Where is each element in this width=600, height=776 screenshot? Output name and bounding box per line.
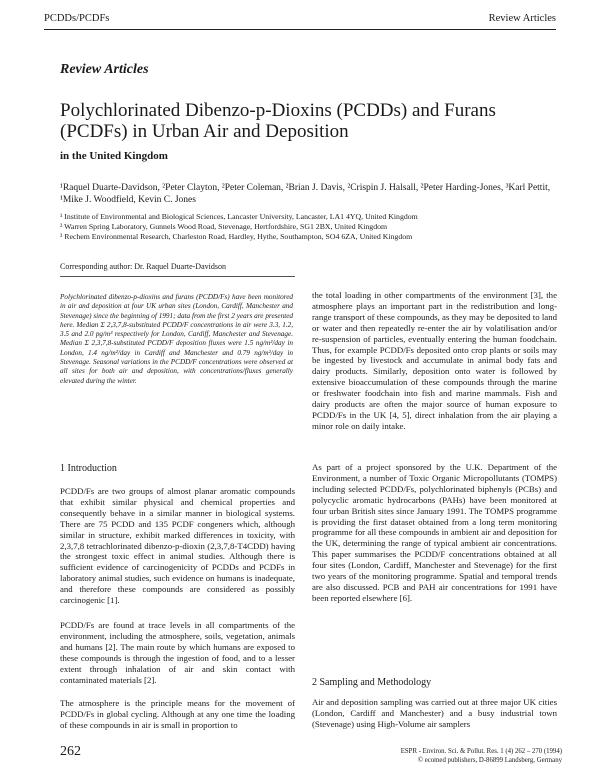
article-title: Polychlorinated Dibenzo-p-Dioxins (PCDDs) and Furans (PCDFs) in Urban Air and Deposition [60,100,496,142]
article-subtitle: in the United Kingdom [60,150,168,162]
corresponding-author: Corresponding author: Dr. Raquel Duarte-Davidson [60,262,226,271]
page-number: 262 [60,744,81,759]
running-header-right: Review Articles [488,13,556,24]
intro-paragraph-3: The atmosphere is the principle means for the movement of PCDD/Fs in global cycling. Although at any one time the loading of these compounds in air is small in proportion to [60,698,295,730]
methods-paragraph: Air and deposition sampling was carried out at three major UK cities (London, Cardiff and Manchester) and a busy industrial town (Stevenage) using High-Volume air samplers [312,697,557,729]
affiliation-1: ¹ Institute of Environmental and Biological Sciences, Lancaster University, Lancaster, LA1 4YQ, United Kingdom [60,212,418,221]
intro-paragraph-1: PCDD/Fs are two groups of almost planar aromatic compounds that exhibit similar physical and chemical properties and consequently behave in a similar manner in biological systems. There are 75 PCDD and 135 PCDF congeners which, although similar in structure, exhibit marked differences in toxicity, with 2,3,7,8 tetrachlorinated dibenzo-p-dioxin (2,3,7,8-T4CDD) having the strongest toxic effect in animal studies. Although there is sufficient evidence of carcinogenicity of PCDDs and PCDFs in laboratory animal studies, such evidence on humans is inadequate, and therefore these compounds are considered as possibly carcinogenic [1]. [60,486,295,606]
corresponding-rule [60,276,295,277]
section-heading-methods: 2 Sampling and Methodology [312,677,432,688]
affiliation-3: ³ Rechem Environmental Research, Charleston Road, Hardley, Hythe, Southampton, SO4 6ZA, United Kingdom [60,232,413,241]
running-header-left: PCDDs/PCDFs [44,13,110,24]
right-paragraph-1: the total loading in other compartments of the environment [3], the atmosphere plays an important part in the redistribution and long-range transport of these compounds, as they may be deposited to land or water and then repeatedly re-enter the air by volatilisation and/or re-suspension of particles, eventually entering the human foodchain. Thus, for example PCDD/Fs deposited onto crop plants or soils may be ingested by livestock and accumulate in animal body fats and dairy products. Similarly, deposition onto water is followed by extensive bioaccumulation of these compounds through the marine or freshwater foodchain into fish and marine mammals. Fish and dairy products are often the major source of human exposure to PCDD/Fs in the UK [4, 5], direct inhalation from the air playing a minor role on daily intake. [312,290,557,431]
header-rule [44,29,556,30]
section-label: Review Articles [60,62,149,77]
footer-publisher: © ecomed publishers, D-86899 Landsberg, Germany [417,756,562,764]
right-paragraph-2: As part of a project sponsored by the U.K. Department of the Environment, a number of Toxic Organic Micropollutants (TOMPS) including selected PCDD/Fs, polychlorinated biphenyls (PCBs) and polycyclic aromatic hydrocarbons (PAHs) have been monitored at four urban British sites since January 1991. The TOMPS programme is providing the first dataset obtained from a long term monitoring programme for all these compounds in ambient air and deposition for the UK, determining the range of typical ambient air concentrations. This paper summarises the PCDD/F concentrations obtained at all four sites (London, Cardiff, Manchester and Stevenage) for the first two years of the monitoring programme. Spatial and temporal trends are also discussed. PCB and PAH air concentrations for 1991 have been reported elsewhere [6]. [312,462,557,603]
affiliation-2: ² Warren Spring Laboratory, Gunnels Wood Road, Stevenage, Hertfordshire, SG1 2BX, United Kingdom [60,222,388,231]
footer-citation: ESPR - Environ. Sci. & Pollut. Res. 1 (4) 262 – 270 (1994) [400,748,562,755]
journal-footer [372,748,562,765]
intro-paragraph-2: PCDD/Fs are found at trace levels in all compartments of the environment, including the atmosphere, soils, vegetation, animals and humans [2]. The main route by which humans are exposed to these compounds is through the ingestion of food, and to a lesser extent through inhalation of air and skin contact with contaminated materials [2]. [60,620,295,685]
author-list: ¹Raquel Duarte-Davidson, ²Peter Clayton, ²Peter Coleman, ²Brian J. Davis, ²Crispin J. Halsall, ²Peter Harding-Jones, ³Karl Pettit, ¹Mike J. Woodfield, Kevin C. Jones [60,183,551,205]
abstract: Polychlorinated dibenzo-p-dioxins and furans (PCDD/Fs) have been monitored in air and deposition at four UK urban sites (London, Cardiff, Manchester and Stevenage) since the beginning of 1991; data from the first 2 years are presented here. Median Σ 2,3,7,8-substituted PCDD/F concentrations in air were 3.3, 1.2, 3.5 and 2.0 pg/m³ respectively for London, Cardiff, Manchester and Stevenage. Median Σ 2,3,7,8-substituted PCDD/F deposition fluxes were 1.5 ng/m²/day in London, 1.4 ng/m²/day in Cardiff and Manchester and 0.79 ng/m²/day in Stevenage. Seasonal variations in the PCDD/F concentrations were observed at all sites for both air and deposition, with concentrations/fluxes generally elevated during the winter. [60,293,293,385]
section-heading-introduction: 1 Introduction [60,463,117,474]
